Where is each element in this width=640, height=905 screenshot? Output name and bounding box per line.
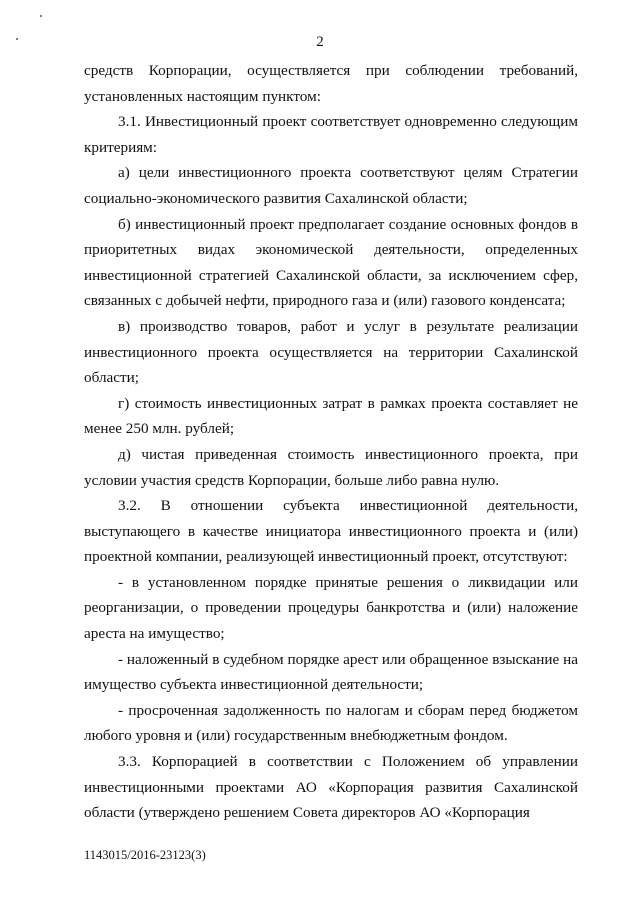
paragraph: б) инвестиционный проект предполагает создание основных фондов в приоритетных видах экономической деятельности, определенных инвестиционной стратегией Сахалинской области, за исключением сфер, связанных с добычей нефти, природного газа и (или) газового конденсата; bbox=[84, 215, 578, 310]
scan-speck bbox=[40, 15, 42, 17]
paragraph: д) чистая приведенная стоимость инвестиционного проекта, при условии участия средств Корпорации, больше либо равна нулю. bbox=[84, 445, 578, 489]
paragraph: 3.1. Инвестиционный проект соответствует одновременно следующим критериям: bbox=[84, 113, 578, 156]
document-body bbox=[84, 58, 578, 826]
paragraph: 3.2. В отношении субъекта инвестиционной деятельности, выступающего в качестве инициатора инвестиционного проекта и (или) проектной компании, реализующей инвестиционный проект, отсутствуют: bbox=[84, 497, 578, 566]
paragraph: средств Корпорации, осуществляется при соблюдении требований, установленных настоящим пунктом: bbox=[84, 62, 578, 105]
paragraph: г) стоимость инвестиционных затрат в рамках проекта составляет не менее 250 млн. рублей; bbox=[84, 394, 578, 438]
paragraph: - в установленном порядке принятые решения о ликвидации или реорганизации, о проведении процедуры банкротства и (или) наложение ареста на имущество; bbox=[84, 573, 578, 643]
document-code: 1143015/2016-23123(3) bbox=[84, 848, 206, 862]
page-number: 2 bbox=[316, 34, 324, 50]
paragraph: в) производство товаров, работ и услуг в результате реализации инвестиционного проекта осуществляется на территории Сахалинской области; bbox=[84, 317, 578, 387]
paragraph: - просроченная задолженность по налогам и сборам перед бюджетом любого уровня и (или) государственным внебюджетным фондом. bbox=[84, 701, 578, 745]
paragraph: а) цели инвестиционного проекта соответствуют целям Стратегии социально-экономического развития Сахалинской области; bbox=[84, 164, 578, 207]
paragraph: 3.3. Корпорацией в соответствии с Положением об управлении инвестиционными проектами АО «Корпорация развития Сахалинской области (утверждено решением Совета директоров АО «Корпорация bbox=[84, 753, 578, 822]
paragraph: - наложенный в судебном порядке арест или обращенное взыскание на имущество субъекта инвестиционной деятельности; bbox=[84, 650, 578, 694]
